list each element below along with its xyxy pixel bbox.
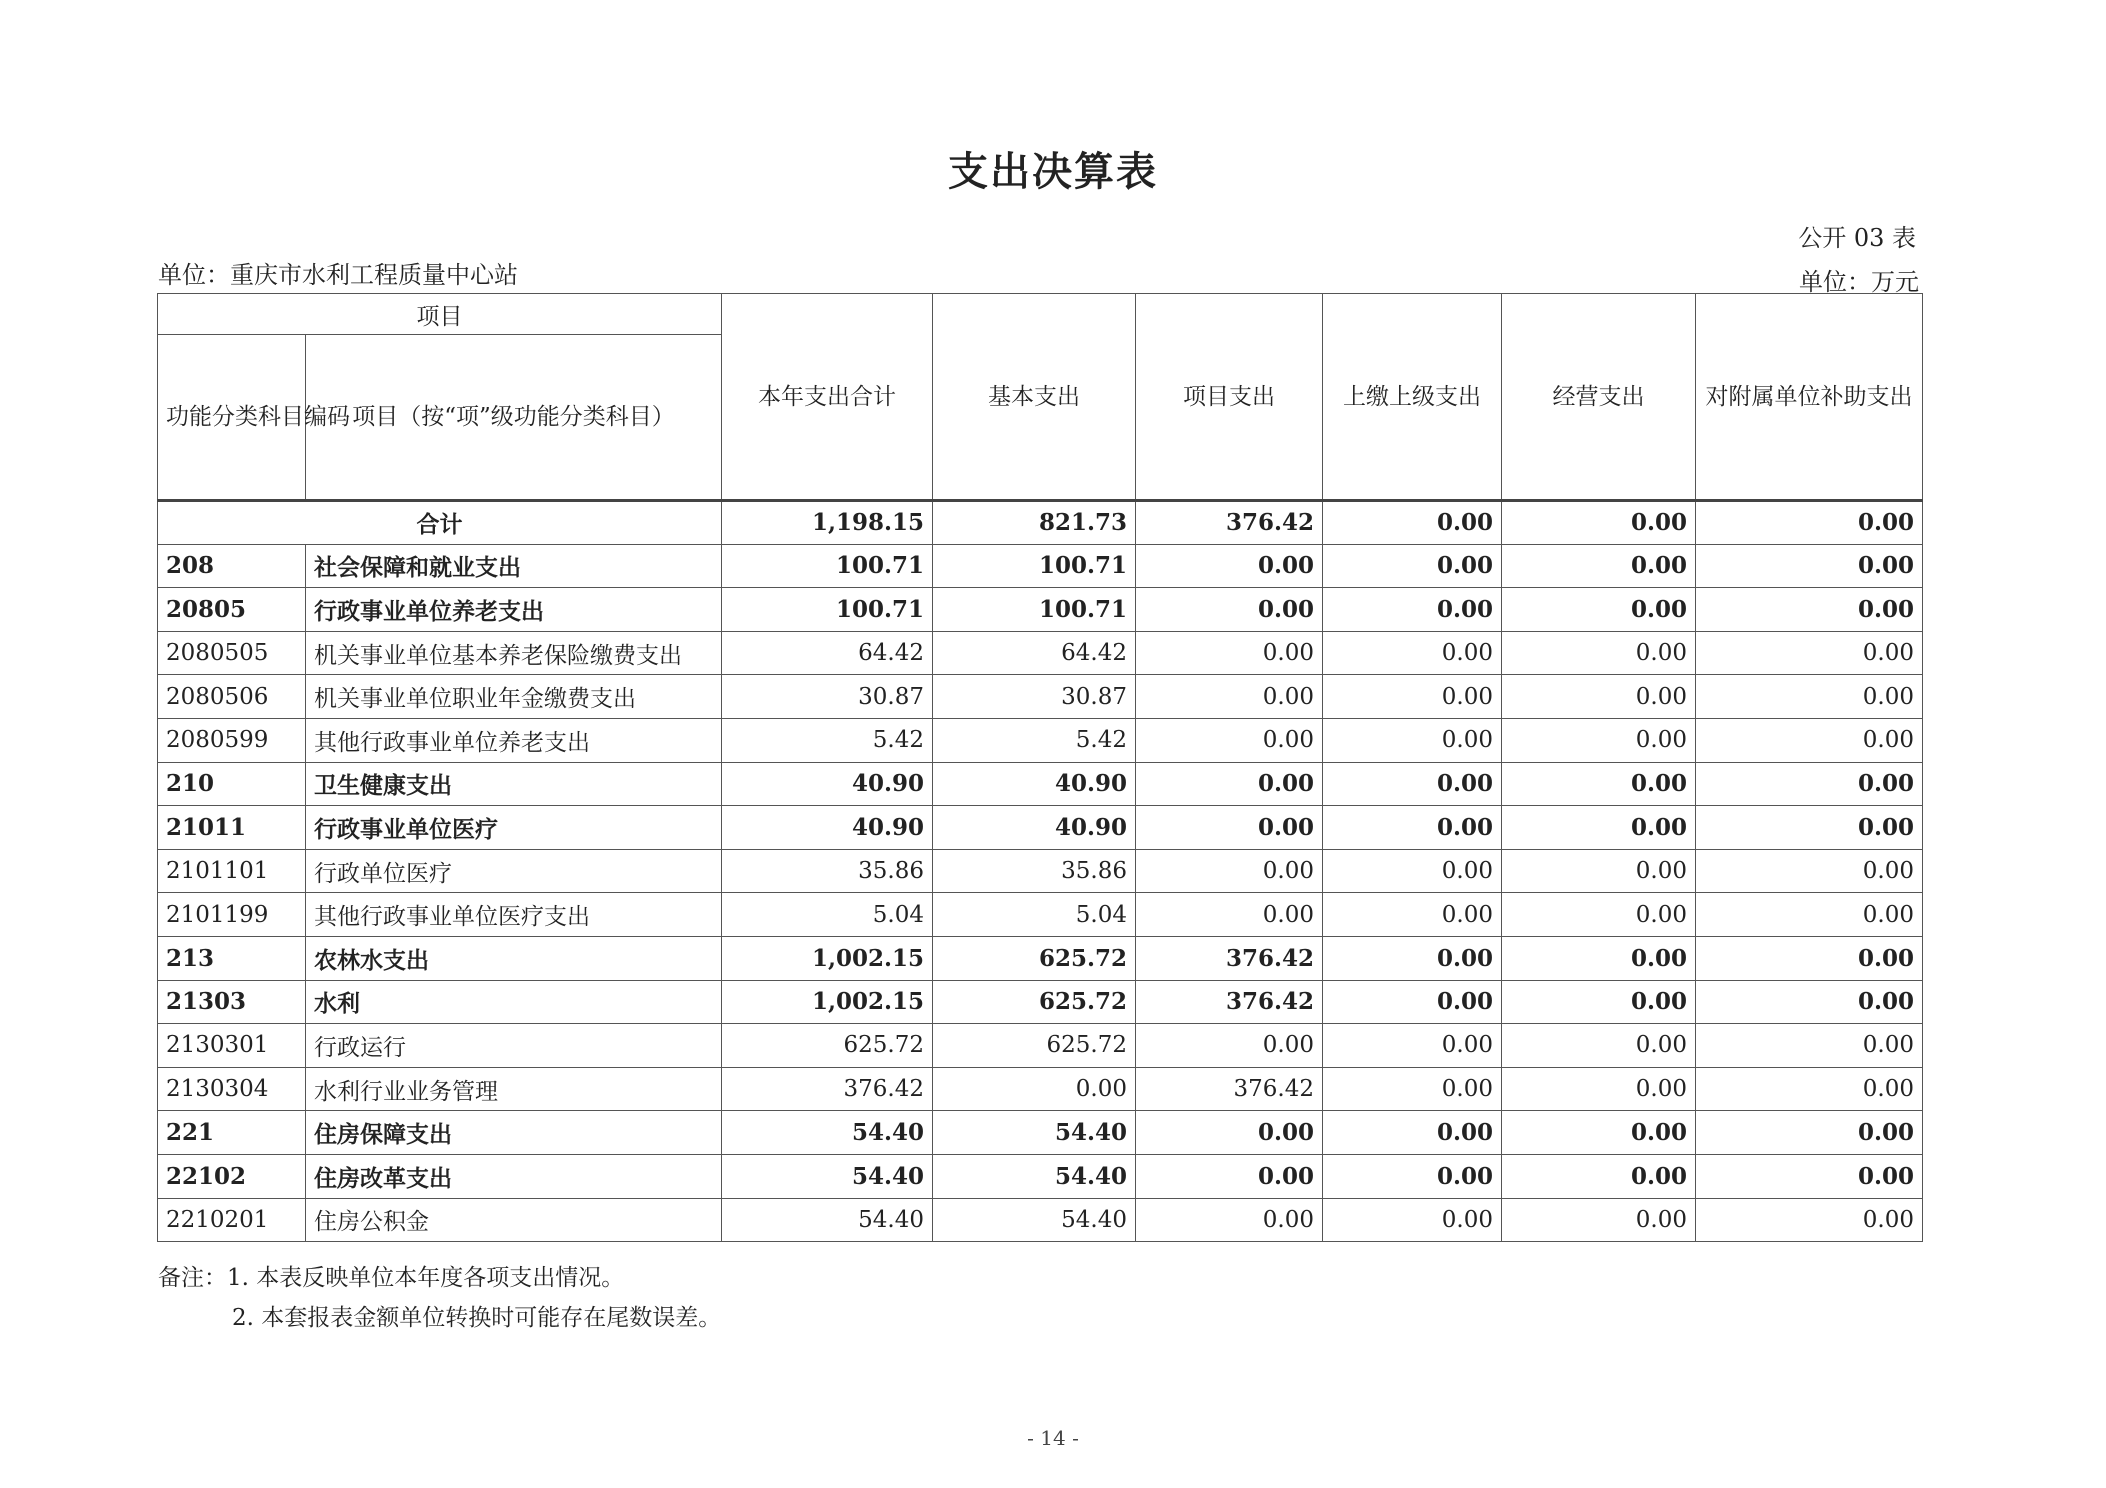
cell-name: 行政事业单位医疗 — [306, 806, 722, 850]
header-basic: 基本支出 — [933, 294, 1136, 501]
cell-upper: 0.00 — [1323, 675, 1502, 719]
table-row — [158, 806, 1923, 850]
cell-name: 住房公积金 — [306, 1198, 722, 1242]
cell-basic: 625.72 — [933, 980, 1136, 1024]
cell-upper: 0.00 — [1323, 762, 1502, 806]
cell-basic: 5.04 — [933, 893, 1136, 937]
cell-subsidy: 0.00 — [1696, 1198, 1923, 1242]
cell-code: 2210201 — [158, 1198, 306, 1242]
cell-business: 0.00 — [1502, 893, 1696, 937]
table-row — [158, 544, 1923, 588]
cell-total: 30.87 — [722, 675, 933, 719]
cell-business: 0.00 — [1502, 675, 1696, 719]
header-code: 功能分类科目编码 — [158, 335, 306, 501]
cell-code: 22102 — [158, 1154, 306, 1198]
cell-business: 0.00 — [1502, 980, 1696, 1024]
cell-subsidy: 0.00 — [1696, 544, 1923, 588]
cell-upper: 0.00 — [1323, 501, 1502, 545]
cell-basic: 30.87 — [933, 675, 1136, 719]
cell-code: 210 — [158, 762, 306, 806]
cell-project: 0.00 — [1136, 762, 1323, 806]
cell-subsidy: 0.00 — [1696, 806, 1923, 850]
cell-business: 0.00 — [1502, 718, 1696, 762]
cell-subsidy: 0.00 — [1696, 1024, 1923, 1068]
cell-basic: 0.00 — [933, 1067, 1136, 1111]
cell-basic: 821.73 — [933, 501, 1136, 545]
cell-business: 0.00 — [1502, 762, 1696, 806]
cell-basic: 40.90 — [933, 806, 1136, 850]
cell-total: 54.40 — [722, 1154, 933, 1198]
cell-basic: 100.71 — [933, 588, 1136, 632]
cell-business: 0.00 — [1502, 588, 1696, 632]
cell-project: 376.42 — [1136, 980, 1323, 1024]
cell-business: 0.00 — [1502, 1198, 1696, 1242]
cell-upper: 0.00 — [1323, 849, 1502, 893]
footnote-1: 备注：1. 本表反映单位本年度各项支出情况。 — [158, 1265, 625, 1291]
cell-total: 1,198.15 — [722, 501, 933, 545]
cell-code: 2080505 — [158, 631, 306, 675]
cell-total: 376.42 — [722, 1067, 933, 1111]
cell-code: 21303 — [158, 980, 306, 1024]
cell-total: 1,002.15 — [722, 936, 933, 980]
cell-total: 5.04 — [722, 893, 933, 937]
cell-upper: 0.00 — [1323, 1198, 1502, 1242]
cell-project: 376.42 — [1136, 501, 1323, 545]
table-row — [158, 1154, 1923, 1198]
footnote-2: 2. 本套报表金额单位转换时可能存在尾数误差。 — [232, 1305, 722, 1331]
cell-business: 0.00 — [1502, 631, 1696, 675]
cell-name: 行政运行 — [306, 1024, 722, 1068]
cell-upper: 0.00 — [1323, 631, 1502, 675]
header-name: 项目（按“项”级功能分类科目） — [306, 335, 722, 501]
cell-name: 农林水支出 — [306, 936, 722, 980]
cell-basic: 5.42 — [933, 718, 1136, 762]
cell-project: 0.00 — [1136, 1024, 1323, 1068]
cell-total: 54.40 — [722, 1111, 933, 1155]
cell-name: 行政事业单位养老支出 — [306, 588, 722, 632]
header-total: 本年支出合计 — [722, 294, 933, 501]
table-row — [158, 762, 1923, 806]
cell-subsidy: 0.00 — [1696, 1154, 1923, 1198]
cell-subsidy: 0.00 — [1696, 980, 1923, 1024]
cell-code: 2130304 — [158, 1067, 306, 1111]
table-row — [158, 1067, 1923, 1111]
cell-code: 2101101 — [158, 849, 306, 893]
cell-upper: 0.00 — [1323, 588, 1502, 632]
header-project: 项目支出 — [1136, 294, 1323, 501]
cell-code: 2080599 — [158, 718, 306, 762]
header-subsidy: 对附属单位补助支出 — [1696, 294, 1923, 501]
cell-total: 54.40 — [722, 1198, 933, 1242]
cell-name: 住房保障支出 — [306, 1111, 722, 1155]
cell-subsidy: 0.00 — [1696, 631, 1923, 675]
cell-basic: 625.72 — [933, 936, 1136, 980]
cell-basic: 64.42 — [933, 631, 1136, 675]
cell-code: 213 — [158, 936, 306, 980]
table-row — [158, 893, 1923, 937]
cell-business: 0.00 — [1502, 501, 1696, 545]
cell-total: 40.90 — [722, 762, 933, 806]
cell-basic: 625.72 — [933, 1024, 1136, 1068]
cell-upper: 0.00 — [1323, 1024, 1502, 1068]
cell-name: 水利 — [306, 980, 722, 1024]
reporting-unit: 单位：重庆市水利工程质量中心站 — [158, 261, 518, 289]
table-row — [158, 631, 1923, 675]
cell-subsidy: 0.00 — [1696, 1111, 1923, 1155]
currency-unit: 单位：万元 — [1799, 268, 1919, 296]
cell-project: 0.00 — [1136, 588, 1323, 632]
cell-subsidy: 0.00 — [1696, 893, 1923, 937]
cell-business: 0.00 — [1502, 1067, 1696, 1111]
cell-total: 40.90 — [722, 806, 933, 850]
cell-name: 社会保障和就业支出 — [306, 544, 722, 588]
cell-project: 0.00 — [1136, 1198, 1323, 1242]
cell-subsidy: 0.00 — [1696, 849, 1923, 893]
cell-name: 其他行政事业单位养老支出 — [306, 718, 722, 762]
cell-business: 0.00 — [1502, 936, 1696, 980]
cell-code: 21011 — [158, 806, 306, 850]
cell-upper: 0.00 — [1323, 980, 1502, 1024]
table-row — [158, 1024, 1923, 1068]
cell-subsidy: 0.00 — [1696, 588, 1923, 632]
cell-code: 2130301 — [158, 1024, 306, 1068]
cell-total: 64.42 — [722, 631, 933, 675]
cell-total: 100.71 — [722, 588, 933, 632]
cell-upper: 0.00 — [1323, 806, 1502, 850]
cell-basic: 100.71 — [933, 544, 1136, 588]
cell-code: 2080506 — [158, 675, 306, 719]
cell-basic: 54.40 — [933, 1154, 1136, 1198]
header-upper: 上缴上级支出 — [1323, 294, 1502, 501]
cell-basic: 54.40 — [933, 1111, 1136, 1155]
form-number: 公开 03 表 — [1798, 224, 1916, 252]
cell-project: 0.00 — [1136, 544, 1323, 588]
cell-upper: 0.00 — [1323, 718, 1502, 762]
cell-upper: 0.00 — [1323, 544, 1502, 588]
cell-subsidy: 0.00 — [1696, 936, 1923, 980]
cell-project: 0.00 — [1136, 806, 1323, 850]
cell-subsidy: 0.00 — [1696, 762, 1923, 806]
cell-business: 0.00 — [1502, 1111, 1696, 1155]
cell-upper: 0.00 — [1323, 893, 1502, 937]
table-row — [158, 675, 1923, 719]
cell-basic: 40.90 — [933, 762, 1136, 806]
table-row — [158, 1198, 1923, 1242]
cell-project: 0.00 — [1136, 675, 1323, 719]
cell-business: 0.00 — [1502, 849, 1696, 893]
cell-name: 其他行政事业单位医疗支出 — [306, 893, 722, 937]
cell-subsidy: 0.00 — [1696, 718, 1923, 762]
cell-project: 0.00 — [1136, 893, 1323, 937]
cell-total: 1,002.15 — [722, 980, 933, 1024]
footnotes — [158, 1258, 721, 1338]
cell-upper: 0.00 — [1323, 1111, 1502, 1155]
cell-code: 221 — [158, 1111, 306, 1155]
cell-code: 20805 — [158, 588, 306, 632]
cell-total: 5.42 — [722, 718, 933, 762]
cell-basic: 54.40 — [933, 1198, 1136, 1242]
cell-business: 0.00 — [1502, 544, 1696, 588]
cell-project: 0.00 — [1136, 1111, 1323, 1155]
total-row — [158, 501, 1923, 545]
header-xiangmu: 项目 — [158, 294, 722, 335]
cell-business: 0.00 — [1502, 806, 1696, 850]
cell-total: 35.86 — [722, 849, 933, 893]
table-row — [158, 980, 1923, 1024]
cell-subsidy: 0.00 — [1696, 501, 1923, 545]
cell-project: 0.00 — [1136, 631, 1323, 675]
cell-name: 机关事业单位基本养老保险缴费支出 — [306, 631, 722, 675]
cell-total: 100.71 — [722, 544, 933, 588]
cell-business: 0.00 — [1502, 1154, 1696, 1198]
cell-project: 376.42 — [1136, 1067, 1323, 1111]
cell-code: 2101199 — [158, 893, 306, 937]
expenditure-table — [157, 293, 1923, 1242]
header-business: 经营支出 — [1502, 294, 1696, 501]
page-number: - 14 - — [1027, 1426, 1079, 1450]
cell-total: 625.72 — [722, 1024, 933, 1068]
table-row — [158, 849, 1923, 893]
cell-upper: 0.00 — [1323, 936, 1502, 980]
cell-project: 376.42 — [1136, 936, 1323, 980]
cell-name: 行政单位医疗 — [306, 849, 722, 893]
table-row — [158, 936, 1923, 980]
page-title: 支出决算表 — [948, 148, 1158, 195]
cell-upper: 0.00 — [1323, 1154, 1502, 1198]
cell-business: 0.00 — [1502, 1024, 1696, 1068]
cell-name: 水利行业业务管理 — [306, 1067, 722, 1111]
total-label: 合计 — [158, 501, 722, 545]
table-row — [158, 1111, 1923, 1155]
cell-basic: 35.86 — [933, 849, 1136, 893]
table-row — [158, 718, 1923, 762]
cell-name: 机关事业单位职业年金缴费支出 — [306, 675, 722, 719]
cell-subsidy: 0.00 — [1696, 1067, 1923, 1111]
cell-project: 0.00 — [1136, 718, 1323, 762]
cell-upper: 0.00 — [1323, 1067, 1502, 1111]
cell-name: 卫生健康支出 — [306, 762, 722, 806]
cell-project: 0.00 — [1136, 1154, 1323, 1198]
cell-code: 208 — [158, 544, 306, 588]
table-row — [158, 588, 1923, 632]
cell-project: 0.00 — [1136, 849, 1323, 893]
cell-name: 住房改革支出 — [306, 1154, 722, 1198]
cell-subsidy: 0.00 — [1696, 675, 1923, 719]
